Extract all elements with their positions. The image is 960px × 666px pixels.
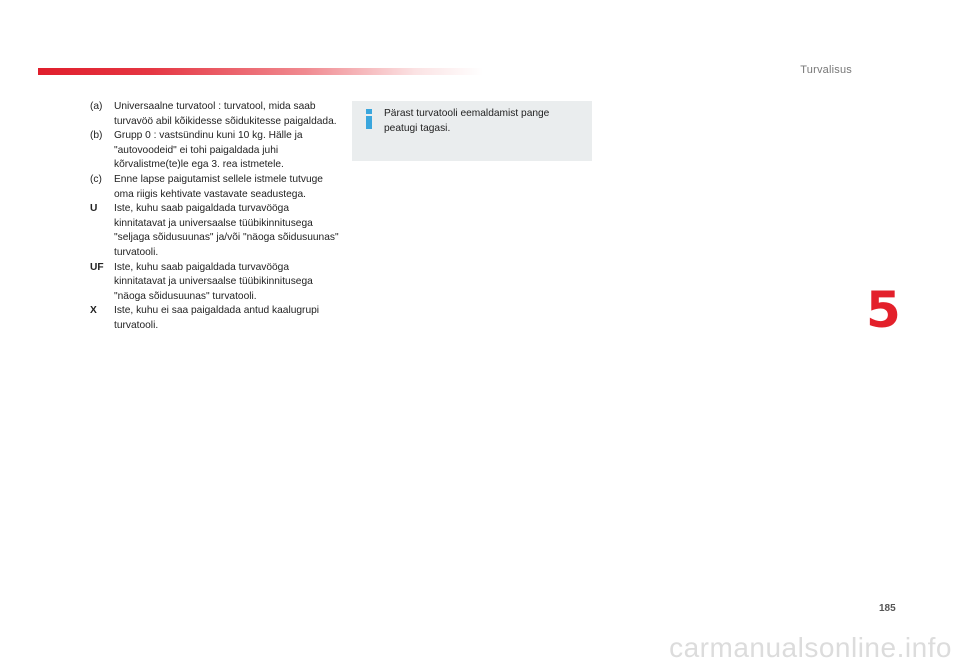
section-title: Turvalisus (800, 64, 852, 76)
note-text: Enne lapse paigutamist sellele istmele tutvuge oma riigis kehtivate vastavate seadustega. (114, 173, 323, 200)
page-number: 185 (879, 603, 896, 614)
note-key: U (90, 203, 98, 215)
note-text: Iste, kuhu ei saa paigaldada antud kaalugrupi turvatooli. (114, 305, 320, 331)
note-row (90, 100, 340, 129)
note-text: Iste, kuhu saab paigaldada turvavööga kinnitatavat ja universaalse tüübikinnitusega "näoga sõidusuunas" turvatooli. (114, 261, 313, 302)
note-row (90, 129, 340, 173)
legend-notes (90, 100, 340, 334)
chapter-number: 5 (866, 281, 901, 339)
info-text: Pärast turvatooli eemaldamist pange peatugi tagasi. (384, 108, 550, 134)
info-box (352, 101, 592, 161)
note-key: X (90, 305, 97, 317)
note-text: Iste, kuhu saab paigaldada turvavööga kinnitatavat ja universaalse tüübikinnitusega "seljaga sõidusuunas" ja/või "näoga sõidusuunas" turvatooli. (114, 203, 339, 258)
note-text: Grupp 0 : vastsündinu kuni 10 kg. Hälle ja "autovoodeid" ei tohi paigaldada juhi kõrvalistme(te)le ega 3. rea istmetele. (114, 130, 303, 171)
watermark: carmanualsonline.info (669, 632, 952, 663)
header-accent-bar (38, 68, 483, 75)
note-row (90, 304, 340, 333)
note-key: UF (90, 261, 104, 273)
info-icon (362, 109, 376, 129)
note-key: (a) (90, 101, 103, 112)
note-row (90, 173, 340, 202)
note-key: (c) (90, 173, 102, 185)
note-text: Universaalne turvatool : turvatool, mida saab turvavöö abil kõikidesse sõidukitesse paigaldada. (114, 101, 337, 127)
note-key: (b) (90, 130, 103, 142)
note-row (90, 202, 340, 260)
note-row (90, 261, 340, 305)
